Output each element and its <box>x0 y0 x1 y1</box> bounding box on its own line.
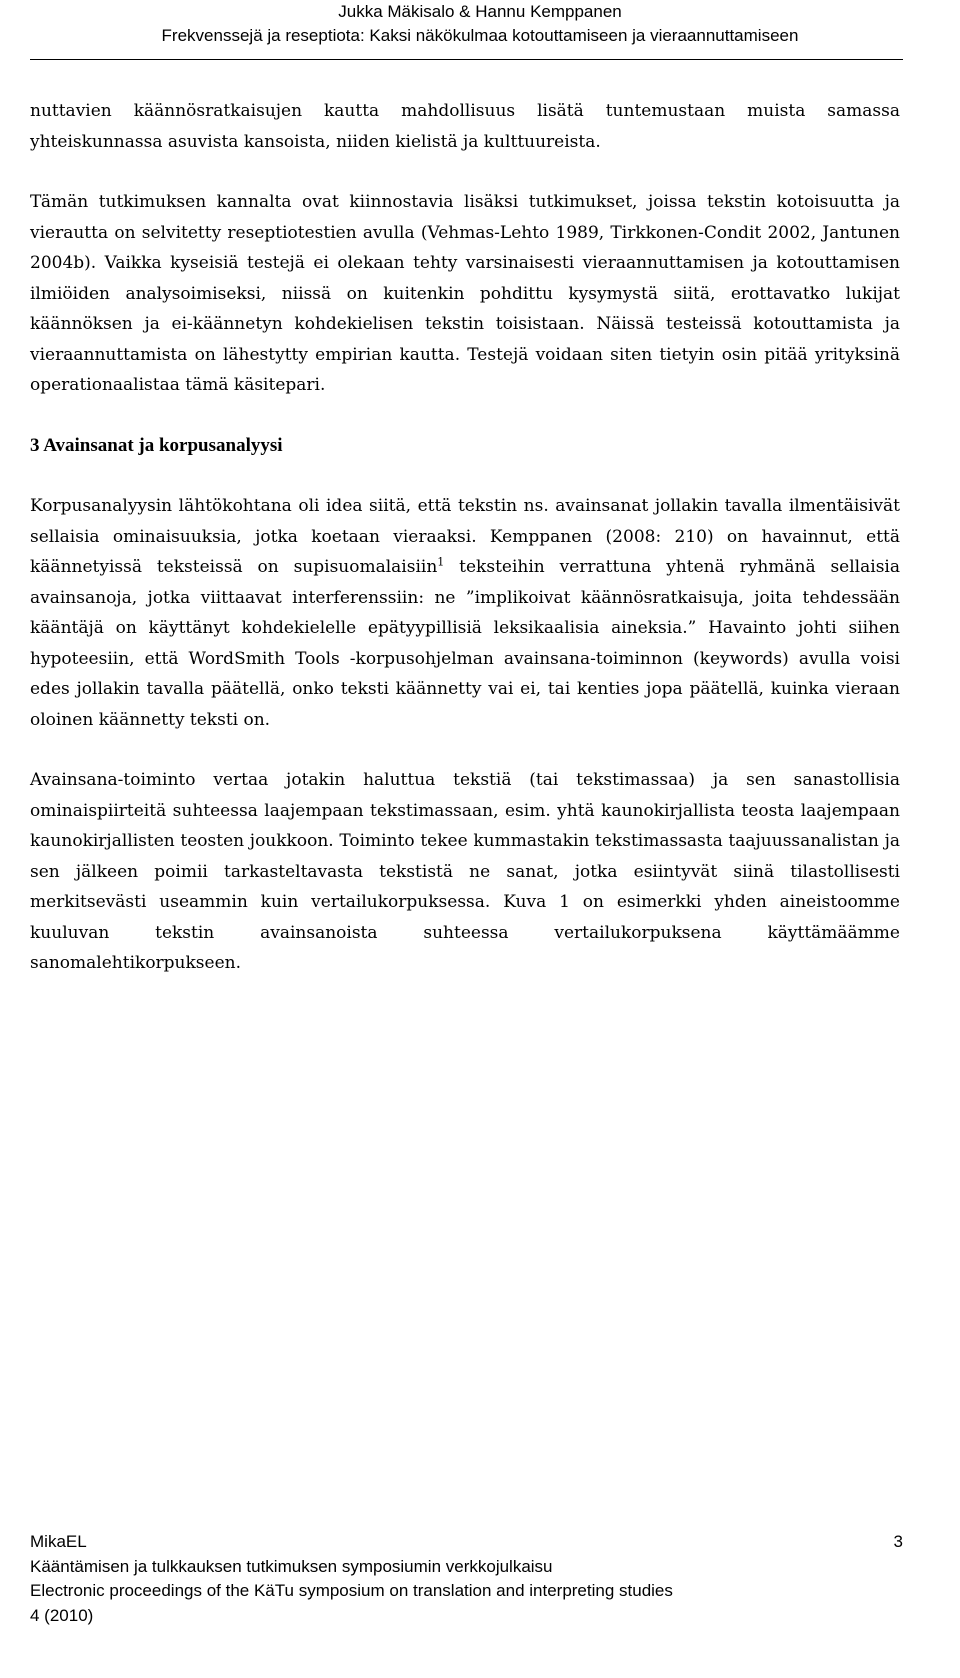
page-header <box>0 0 960 48</box>
page-number: 3 <box>893 1532 903 1551</box>
footer-line-3: 4 (2010) <box>30 1605 94 1625</box>
header-title: Frekvenssejä ja reseptiota: Kaksi näkökulmaa kotouttamiseen ja vieraannuttamiseen <box>161 26 799 45</box>
paragraph-3-part-b: teksteihin verrattuna yhtenä ryhmänä sellaisia avainsanoja, jotka viittaavat interferenssiin: ne ”implikoivat käännösratkaisuja, joita tehdessään kääntäjä on käyttänyt kohdekielelle epätyypillisiä leksikaalisia aineksia.” Havainto johti siihen hypoteesiin, että WordSmith Tools -korpusohjelman avainsana-toiminnon (keywords) avulla voisi edes jollakin tavalla päätellä, onko teksti käännetty vai ei, tai kenties jopa päätellä, kuinka vieraan oloinen käännetty teksti on. <box>30 557 900 730</box>
paragraph-3 <box>30 491 900 735</box>
footer-journal: MikaEL <box>30 1532 87 1551</box>
paragraph-4: Avainsana-toiminto vertaa jotakin haluttua tekstiä (tai tekstimassaa) ja sen sanastollisia ominaispiirteitä suhteessa laajempaan tekstimassaan, esim. yhtä kaunokirjallista teosta laajempaan kaunokirjallisten teosten joukkoon. Toiminto tekee kummastakin tekstimassasta taajuussanalistan ja sen jälkeen poimii tarkasteltavasta tekstistä ne sanat, jotka esiintyvät siinä tilastollisesti merkitsevästi useammin kuin vertailukorpuksessa. Kuva 1 on esimerkki yhden aineistoomme kuuluvan tekstin avainsanoista suhteessa vertailukorpuksena käyttämäämme sanomalehtikorpukseen. <box>30 770 900 973</box>
paragraph-1: nuttavien käännösratkaisujen kautta mahdollisuus lisätä tuntemustaan muista samassa yhteiskunnassa asuvista kansoista, niiden kielistä ja kulttuureista. <box>30 101 900 152</box>
footer-line-1: Kääntämisen ja tulkkauksen tutkimuksen symposiumin verkkojulkaisu <box>30 1556 553 1576</box>
section-heading: 3 Avainsanat ja korpusanalyysi <box>30 434 283 456</box>
footer-line-2: Electronic proceedings of the KäTu symposium on translation and interpreting studies <box>30 1581 673 1600</box>
main-content <box>30 96 900 979</box>
header-divider <box>30 59 903 60</box>
paragraph-3-part-a: Korpusanalyysin lähtökohtana oli idea siitä, että tekstin ns. avainsanat jollakin tavalla ilmentäisivät sellaisia ominaisuuksia, jotka koetaan vieraaksi. Kemppanen (2008: 210) on havainnut, että käännetyissä teksteissä on supisuomalaisiin <box>30 496 900 577</box>
header-authors: Jukka Mäkisalo & Hannu Kemppanen <box>338 2 622 21</box>
paragraph-2: Tämän tutkimuksen kannalta ovat kiinnostavia lisäksi tutkimukset, joissa tekstin kotoisuutta ja vierautta on selvitetty reseptiotestien avulla (Vehmas-Lehto 1989, Tirkkonen-Condit 2002, Jantunen 2004b). Vaikka kyseisiä testejä ei olekaan tehty varsinaisesti vieraannuttamisen ja kotouttamisen ilmiöiden analysoimiseksi, niissä on kuitenkin pohdittu kysymystä siitä, erottavatko lukijat käännöksen ja ei-käännetyn kohdekielisen tekstin toisistaan. Näissä testeissä kotouttamista ja vieraannuttamista on lähestytty empirian kautta. Testejä voidaan siten tietyin osin pitää yrityksinä operationaalistaa tämä käsitepari. <box>30 192 900 395</box>
page-footer <box>30 1530 903 1628</box>
footnote-marker: 1 <box>437 555 445 569</box>
